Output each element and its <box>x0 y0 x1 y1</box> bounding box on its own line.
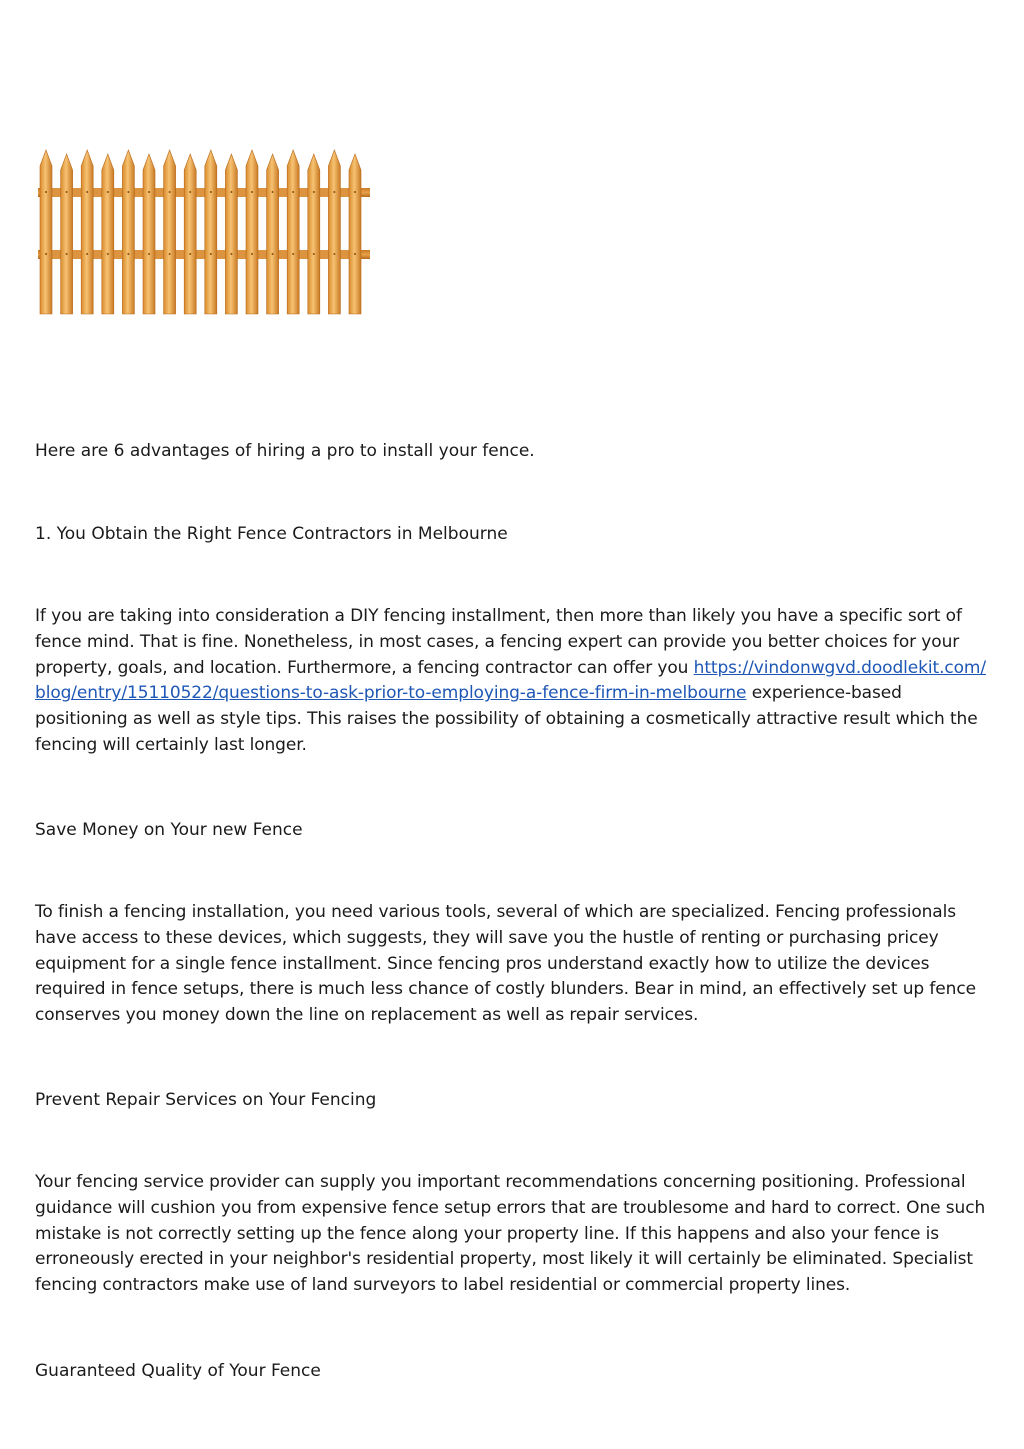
fence-rail-segment <box>114 250 123 259</box>
fence-nail <box>86 253 88 255</box>
section-paragraph <box>35 604 995 759</box>
fence-rail-segment <box>93 188 102 197</box>
fence-picket <box>328 150 340 314</box>
fence-rail-segment <box>114 188 123 197</box>
fence-nail <box>45 191 47 193</box>
section-heading: Save Money on Your new Fence <box>35 820 303 840</box>
fence-nail <box>230 253 232 255</box>
fence-rail-segment <box>176 250 185 259</box>
fence-nail <box>354 191 356 193</box>
fence-picket <box>81 150 93 314</box>
fence-picket <box>308 154 320 314</box>
fence-rail-segment <box>237 250 246 259</box>
paragraph-text: experience-based positioning as well as style tips. This raises the possibility of obtaining a cosmetically attractive result which the fencing will certainly last longer. <box>35 683 978 755</box>
fence-nail <box>333 191 335 193</box>
section-heading: 1. You Obtain the Right Fence Contractors in Melbourne <box>35 524 508 544</box>
fence-nail <box>189 191 191 193</box>
fence-nail <box>45 253 47 255</box>
fence-picket <box>102 154 114 314</box>
fence-nail <box>333 253 335 255</box>
fence-nail <box>169 191 171 193</box>
fence-nail <box>354 253 356 255</box>
fence-rail-segment <box>176 188 185 197</box>
fence-nail <box>148 191 150 193</box>
fence-picket <box>246 150 258 314</box>
fence-nail <box>313 253 315 255</box>
fence-rail-segment <box>340 250 349 259</box>
fence-rail-segment <box>217 188 226 197</box>
fence-nail <box>189 253 191 255</box>
fence-picket <box>184 154 196 314</box>
section-heading: Prevent Repair Services on Your Fencing <box>35 1090 377 1110</box>
fence-nail <box>169 253 171 255</box>
section-paragraph: Your fencing service provider can supply you important recommendations concerning positioning. Professional guidance will cushion you from expensive fence setup errors that are troublesome and hard to correct. One such mistake is not correctly setting up the fence along your property line. If this happens and also your fence is erroneously erected in your neighbor's residential property, most likely it will certainly be eliminated. Specialist fencing contractors make use of land surveyors to label residential or commercial property lines. <box>35 1172 986 1296</box>
fence-rail-segment <box>237 188 246 197</box>
fence-nail <box>148 253 150 255</box>
fence-rail-segment <box>279 188 288 197</box>
fence-picket <box>40 150 52 314</box>
fence-nail <box>107 253 109 255</box>
intro-text: Here are 6 advantages of hiring a pro to install your fence. <box>35 441 535 461</box>
fence-rail-segment <box>258 188 267 197</box>
fence-rail-segment <box>93 250 102 259</box>
fence-rail-segment <box>320 250 329 259</box>
fence-rail-segment <box>196 188 205 197</box>
fence-nail <box>230 191 232 193</box>
fence-rail-segment <box>279 250 288 259</box>
article-link[interactable]: https://vindonwgvd.doodlekit.com/blog/entry/15110522/questions-to-ask-prior-to-employing-a-fence-firm-in-melbourne <box>35 657 987 704</box>
fence-nail <box>107 191 109 193</box>
picket-fence-image <box>36 148 372 320</box>
fence-rail-segment <box>340 188 349 197</box>
fence-nail <box>251 191 253 193</box>
fence-nail <box>127 253 129 255</box>
fence-picket <box>225 154 237 314</box>
fence-rail-segment <box>258 250 267 259</box>
fence-rail-segment <box>73 250 82 259</box>
fence-nail <box>210 253 212 255</box>
fence-rail-segment <box>52 250 61 259</box>
section-heading: Guaranteed Quality of Your Fence <box>35 1361 321 1381</box>
fence-nail <box>66 191 68 193</box>
fence-rail-segment <box>134 188 143 197</box>
fence-nail <box>272 253 274 255</box>
fence-picket <box>287 150 299 314</box>
fence-rail-segment <box>155 188 164 197</box>
fence-nail <box>292 253 294 255</box>
fence-rail-segment <box>217 250 226 259</box>
fence-rail-segment <box>320 188 329 197</box>
fence-picket <box>61 154 73 314</box>
fence-nail <box>210 191 212 193</box>
fence-rail-segment <box>299 188 308 197</box>
fence-rail-segment <box>196 250 205 259</box>
fence-rail-segment <box>73 188 82 197</box>
fence-rail-segment <box>155 250 164 259</box>
fence-picket <box>205 150 217 314</box>
fence-nail <box>66 253 68 255</box>
fence-picket <box>349 154 361 314</box>
fence-picket <box>164 150 176 314</box>
paragraph-text: If you are taking into consideration a DIY fencing installment, then more than likely you have a specific sort of fence mind. That is fine. Nonetheless, in most cases, a fencing expert can provide you better choices for your property, goals, and location. Furthermore, a fencing contractor can offer you <box>35 606 962 678</box>
fence-picket <box>267 154 279 314</box>
fence-nail <box>313 191 315 193</box>
fence-nail <box>127 191 129 193</box>
fence-nail <box>272 191 274 193</box>
fence-picket <box>143 154 155 314</box>
section-paragraph: To finish a fencing installation, you need various tools, several of which are specialized. Fencing professionals have access to these devices, which suggests, they will save you the hustle of renting or purchasing pricey equipment for a single fence installment. Since fencing pros understand exactly how to utilize the devices required in fence setups, there is much less chance of costly blunders. Bear in mind, an effectively set up fence conserves you money down the line on replacement as well as repair services. <box>35 902 976 1026</box>
fence-rail-segment <box>299 250 308 259</box>
fence-nail <box>292 191 294 193</box>
fence-rail-segment <box>52 188 61 197</box>
fence-nail <box>86 191 88 193</box>
fence-nail <box>251 253 253 255</box>
fence-rail-segment <box>134 250 143 259</box>
fence-picket <box>122 150 134 314</box>
